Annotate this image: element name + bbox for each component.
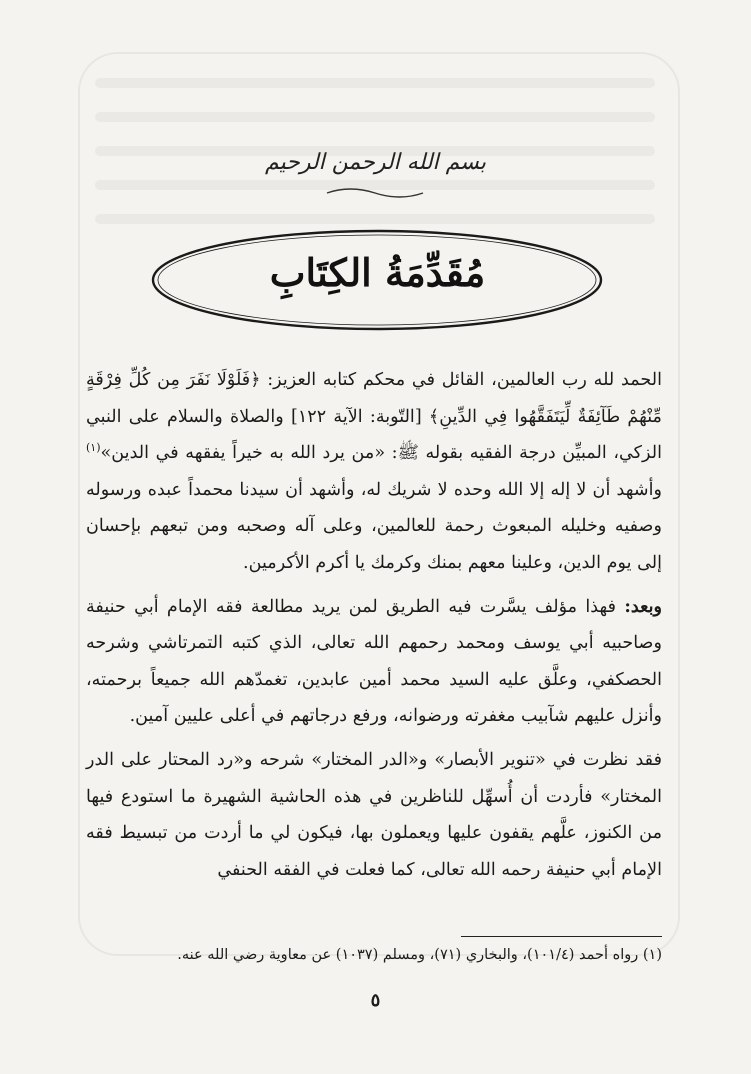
page-title: مُقَدِّمَةُ الكِتَابِ — [269, 250, 486, 295]
footnote-divider — [461, 936, 662, 937]
page-number: ٥ — [370, 990, 381, 1011]
basmala-flourish-icon — [325, 185, 425, 199]
ghost-line — [95, 214, 655, 224]
paragraph-text: فقد نظرت في «تنوير الأبصار» و«الدر المختار» شرحه و«رد المحتار على الدر المختار» فأردت أن أُسهِّل للناظرين في هذه الحاشية الشهيرة ما استودع فيها من الكنوز، علَّهم يقفون عليها ويعملون بها، فيكون لي ما أردت من تبسيط فقه الإمام أبي حنيفة رحمه الله تعالى، كما فعلت في الفقه الحنفي — [86, 749, 662, 880]
ghost-line — [95, 112, 655, 122]
paragraph-text: فهذا مؤلف يسَّرت فيه الطريق لمن يريد مطالعة فقه الإمام أبي حنيفة وصاحبيه أبي يوسف ومحمد رحمهم الله تعالى، الذي كتبه التمرتاشي وشرحه الحصكفي، وعلَّق عليه السيد محمد أمين عابدين، تغمدّهم الله جميعاً برحمته، وأنزل عليهم شآبيب مغفرته ورضوانه، ورفع درجاتهم في أعلى عليين آمين. — [86, 596, 662, 727]
paragraph-lead: وبعد: — [624, 595, 662, 617]
footnote-marker[interactable]: (١) — [86, 441, 101, 455]
paragraph-text: الحمد لله رب العالمين، القائل في محكم كتابه العزيز: ﴿فَلَوْلَا نَفَرَ مِن كُلِّ فِرْقَةٍ مِّنْهُمْ طَآئِفَةٌ لِّيَتَفَقَّهُوا فِي الدِّينِ﴾ [التّوبة: الآية ١٢٢] والصلاة والسلام على النبي الزكي، المبيِّن درجة الفقيه بقوله ﷺ: «من يرد الله به خيراً يفقهه في الدين» — [86, 370, 662, 464]
footnote: (١) رواه أحمد (١٠١/٤)، والبخاري (٧١)، ومسلم (١٠٣٧) عن معاوية رضي الله عنه. — [177, 947, 662, 963]
ghost-line — [95, 78, 655, 88]
basmala-calligraphy: بسم الله الرحمن الرحيم — [264, 150, 487, 175]
paragraph-purpose — [86, 589, 662, 735]
main-text — [86, 362, 662, 895]
paragraph-introduction — [86, 362, 662, 582]
paragraph-text: وأشهد أن لا إله إلا الله وحده لا شريك له، وأشهد أن سيدنا محمداً عبده ورسوله وصفيه وخليله المبعوث رحمة للعالمين، وعلى آله وصحبه ومن تبعهم بإحسان إلى يوم الدين، وعلينا معهم بمنك وكرمك يا أكرم الأكرمين. — [86, 479, 662, 573]
paragraph-method — [86, 742, 662, 888]
